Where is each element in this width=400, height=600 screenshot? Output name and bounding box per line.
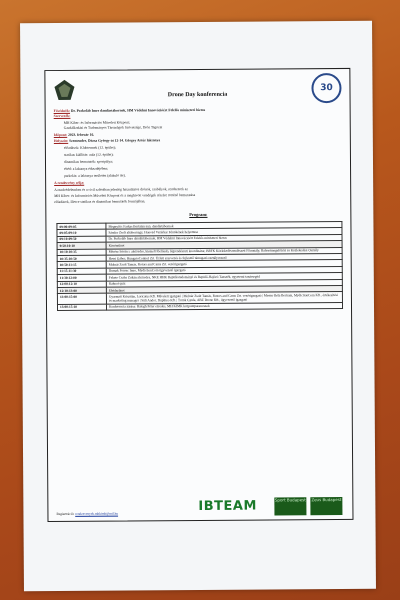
header-text: Dr. Porkoláb Imre dandártábornok, HM Védelmi Innovációért Felelős miniszteri biztos [70,107,206,113]
sponsor-logo-sport: Sport Budapest [274,497,306,515]
header-text: előadások, illetve statikus és dinamikus bemutatók formájában. [54,199,146,205]
schedule-time: 10:35-10:50 [57,255,106,262]
schedule-time: 13:00-15:00 [57,293,106,304]
schedule-text: Sándor Zsolt altábornagy, Honvéd Vezérkar Főnökének helyettese [106,228,342,236]
schedule-text: Kahoot quiz [106,279,342,287]
header-label: Szervezők: [53,113,71,119]
sponsor-logo-zeus: Zeus Budapest [310,497,342,515]
header-label: A rendezvény célja: [54,180,85,186]
registration-label [56,512,118,516]
schedule-time: 09:10-09:50 [57,236,106,243]
header-text: statikus kiállítás: aula (12. épület); [63,152,114,157]
schedule-text: Dr. Porkoláb Imre dandártábornok, HM Védelmi Innovációért Felelős miniszteri biztos [106,234,342,242]
header-text: MH Kiber- és Információs Műveleti Központ és a meghívott vendégek részére történő bemutatása [54,193,196,199]
header-label: Időpont: [53,132,68,138]
schedule-text: Molnár Zsolt Tamás, Rotors and Cams Zrt. vezérigazgató [106,260,342,268]
schedule-text: Mérész István r. alezredes, kiemelt főelőadó, légrendészeti koordinátor, BRFK Közlekedésrendészeti Főosztály, Balesetmegelőzési és Közlekedési Osztály [106,247,342,255]
document-frame [44,68,353,522]
schedule-text: Kávészünet [106,241,342,249]
header-text: Szentendre, Dózsa György út 12-14. Görgey Artúr laktanya [69,138,161,143]
header-text: előadások: Klubtermek (12. épület); [63,145,116,150]
header-label: Fővédnök: [53,108,71,114]
header-text: dinamikus bemutatók: sportpálya; [63,159,113,164]
schedule-time: 15:00-15:10 [57,304,106,311]
document-sheet [20,21,376,591]
header-text: parkolás: a laktanya területén (alakuló tér). [64,173,126,178]
registration-label-text: Regisztráció: [56,511,75,516]
schedule-time: 11:15-11:30 [57,268,106,275]
sponsor-logo-ibteam: IBTEAM [198,498,257,514]
program-title: Program: [189,211,208,218]
schedule-time: 10:10-10:35 [57,249,106,256]
schedule-time: 9:50-10:10 [57,242,106,249]
schedule-time: 09:05-09:10 [57,230,106,237]
schedule-row [57,302,342,310]
schedule-text: Ebédszünet [106,285,342,293]
header-text: MH Kiber- és Információs Műveleti Központ; [63,120,131,125]
schedule-table [56,221,343,311]
schedule-text: Fekete Csaba Zoltán alezredes, NKE HHK Repüléstudományi és Repülő-Hajózó Tanszék, egyetemi tanársegéd [106,273,342,281]
document-title: Drone Day konferencia [167,91,228,99]
schedule-time: 12:00-12:10 [57,281,106,288]
header-label: Helyszín: [53,138,69,144]
header-text: Gazdálkodási és Tudományos Társaságok Szövetsége, Drón Tagozat [63,125,163,130]
header-text: 2023. február 16. [68,132,95,137]
schedule-text: Gyarmati Krisztián, Loricatus Kft. Műveleti igazgató | Molnár Zsolt Tamás, Rotors and Cams Zrt. vezérigazgató | Mester Béla Bertram, MydictionCom Kft., értékesítési és marketing manager | Süli Andor, Dupliteo Kft. | Török Gyula, ABZ Drone Kft., ügyvezető igazgató [106,292,342,304]
registration-link[interactable]: rendezvenyek.mhkimk@mil.hu [75,511,119,516]
schedule-time: 11:30-12:00 [57,274,106,281]
header-text: A rendvédelemben és a civil szférában jelenleg használatos drónok, szabályok, rendszerek az [54,187,189,193]
anniversary-badge: 30 [311,73,341,103]
schedule-time: 10:50-11:15 [57,261,106,268]
schedule-text: Hetei Gábor, HungaroControl Zrt. Üzleti szervezés és fejlesztő támogató osztályvezető [106,253,342,261]
schedule-time: 12:10-13:00 [57,287,106,294]
schedule-text: Megnyitó: Farkas Bertalan nyá. dandártábornok [106,221,342,229]
schedule-text: Dumak Ferenc Imre, MydictionCom ügyvezető igazgató [106,266,342,274]
schedule-time: 09:00-09:05 [57,223,106,230]
schedule-text: Konferencia zárása: Balogh Péter ezredes, MH KIMK központparancsnok [106,302,342,310]
header-text: ebéd: a laktanya étkezdéjében; [64,166,109,171]
